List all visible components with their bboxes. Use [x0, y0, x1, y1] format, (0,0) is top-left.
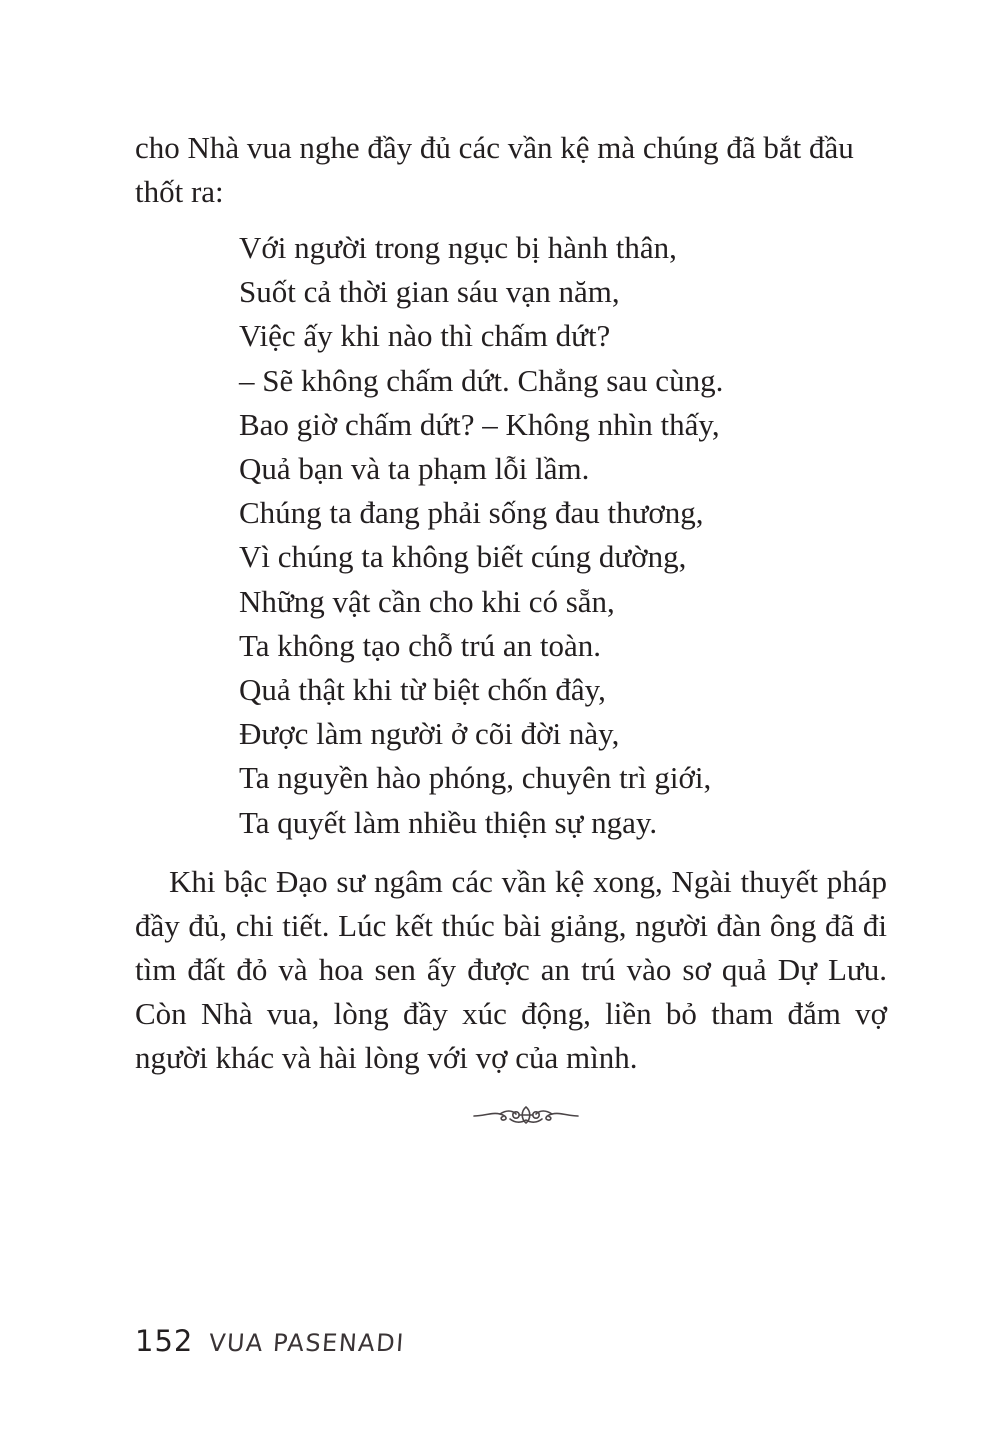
page-number: 152: [135, 1324, 194, 1358]
verse-block: [239, 226, 723, 845]
verse-line: Được làm người ở cõi đời này,: [239, 716, 620, 752]
page-footer: [135, 1324, 405, 1364]
running-title: VUA PASENADI: [208, 1329, 407, 1357]
verse-line: Chúng ta đang phải sống đau thương,: [239, 495, 704, 531]
intro-paragraph: cho Nhà vua nghe đầy đủ các vần kệ mà chúng đã bắt đầu thốt ra:: [135, 130, 854, 209]
verse-line: Ta quyết làm nhiều thiện sự ngay.: [239, 804, 658, 840]
verse-line: Quả thật khi từ biệt chốn đây,: [239, 672, 606, 708]
verse-line: Quả bạn và ta phạm lỗi lầm.: [239, 451, 590, 487]
verse-line: Bao giờ chấm dứt? – Không nhìn thấy,: [239, 406, 720, 442]
verse-line: – Sẽ không chấm dứt. Chẳng sau cùng.: [239, 362, 724, 398]
verse-line: Suốt cả thời gian sáu vạn năm,: [239, 274, 620, 310]
verse-line: Ta không tạo chỗ trú an toàn.: [239, 627, 601, 663]
closing-paragraph: Khi bậc Đạo sư ngâm các vần kệ xong, Ngài thuyết pháp đầy đủ, chi tiết. Lúc kết thúc bài giảng, người đàn ông đã đi tìm đất đỏ và hoa sen ấy được an trú vào sơ quả Dự Lưu. Còn Nhà vua, lòng đầy xúc động, liền bỏ tham đắm vợ người khác và hài lòng với vợ của mình.: [135, 864, 887, 1075]
verse-line: Những vật cần cho khi có sẵn,: [239, 583, 615, 619]
verse-line: Ta nguyền hào phóng, chuyên trì giới,: [239, 760, 712, 796]
verse-line: Với người trong ngục bị hành thân,: [239, 230, 677, 265]
verse-line: Việc ấy khi nào thì chấm dứt?: [239, 318, 611, 354]
flourish-divider-icon: [470, 1102, 582, 1128]
verse-line: Vì chúng ta không biết cúng dường,: [239, 539, 687, 575]
